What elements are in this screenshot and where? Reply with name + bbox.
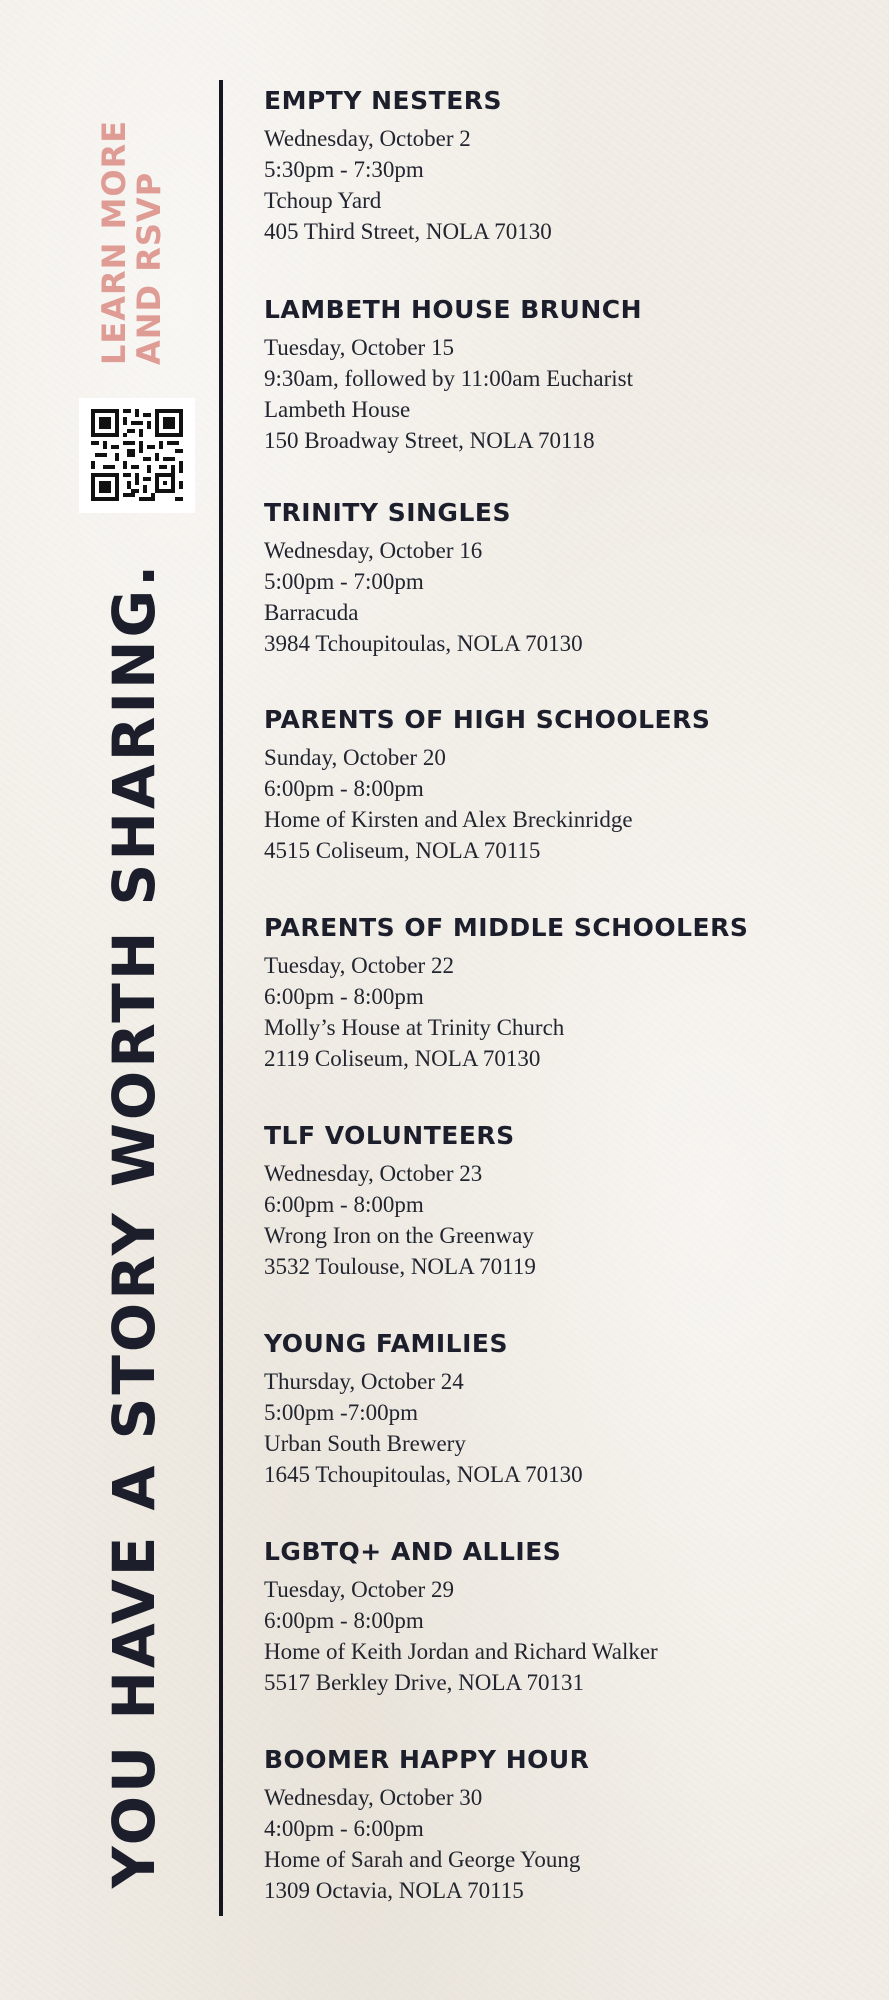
event-address: 5517 Berkley Drive, NOLA 70131 [264,1670,585,1695]
event-address: 1309 Octavia, NOLA 70115 [264,1878,524,1903]
vertical-divider [219,80,223,1916]
event-venue: Urban South Brewery [264,1431,466,1456]
event-time: 5:00pm -7:00pm [264,1400,418,1425]
event-lgbtq-and-allies [264,1536,864,1698]
event-boomer-happy-hour [264,1744,864,1906]
event-address: 405 Third Street, NOLA 70130 [264,219,552,244]
event-venue: Lambeth House [264,397,411,422]
event-title: BOOMER HAPPY HOUR [264,1745,590,1774]
event-parents-of-high-schoolers [264,704,864,866]
tagline: YOU HAVE A STORY WORTH SHARING. [100,561,168,1889]
qr-code-icon [91,408,183,502]
event-date: Thursday, October 24 [264,1369,464,1394]
event-time: 5:30pm - 7:30pm [264,157,424,182]
event-lambeth-house-brunch [264,294,864,456]
tagline-container [100,540,168,1910]
event-trinity-singles [264,497,864,659]
event-venue: Tchoup Yard [264,188,382,213]
event-time: 6:00pm - 8:00pm [264,984,424,1009]
event-date: Tuesday, October 15 [264,335,454,360]
event-title: LAMBETH HOUSE BRUNCH [264,295,643,324]
event-date: Wednesday, October 16 [264,538,483,563]
event-venue: Home of Keith Jordan and Richard Walker [264,1639,658,1664]
event-empty-nesters [264,85,864,247]
event-date: Wednesday, October 2 [264,126,471,151]
event-address: 1645 Tchoupitoulas, NOLA 70130 [264,1462,583,1487]
rsvp-heading [97,93,167,365]
event-venue: Molly’s House at Trinity Church [264,1015,565,1040]
event-title: TLF VOLUNTEERS [264,1121,515,1150]
event-date: Wednesday, October 30 [264,1785,483,1810]
event-address: 3532 Toulouse, NOLA 70119 [264,1254,536,1279]
event-venue: Home of Sarah and George Young [264,1847,581,1872]
event-venue: Barracuda [264,600,359,625]
event-venue: Wrong Iron on the Greenway [264,1223,534,1248]
event-venue: Home of Kirsten and Alex Breckinridge [264,807,633,832]
rsvp-callout [96,93,168,365]
event-title: EMPTY NESTERS [264,86,503,115]
event-young-families [264,1328,864,1490]
event-date: Tuesday, October 22 [264,953,454,978]
rsvp-line-2: AND RSVP [130,171,168,365]
rsvp-line-1: LEARN MORE [95,119,133,365]
event-address: 150 Broadway Street, NOLA 70118 [264,428,595,453]
event-date: Tuesday, October 29 [264,1577,454,1602]
event-title: YOUNG FAMILIES [264,1329,508,1358]
qr-code[interactable] [79,398,195,513]
event-date: Wednesday, October 23 [264,1161,483,1186]
event-address: 3984 Tchoupitoulas, NOLA 70130 [264,631,583,656]
event-title: PARENTS OF MIDDLE SCHOOLERS [264,913,749,942]
event-address: 4515 Coliseum, NOLA 70115 [264,838,541,863]
event-time: 6:00pm - 8:00pm [264,776,424,801]
event-parents-of-middle-schoolers [264,912,864,1074]
event-tlf-volunteers [264,1120,864,1282]
event-time: 6:00pm - 8:00pm [264,1608,424,1633]
event-address: 2119 Coliseum, NOLA 70130 [264,1046,541,1071]
event-time: 5:00pm - 7:00pm [264,569,424,594]
event-time: 9:30am, followed by 11:00am Eucharist [264,366,633,391]
event-time: 4:00pm - 6:00pm [264,1816,424,1841]
event-date: Sunday, October 20 [264,745,446,770]
event-title: TRINITY SINGLES [264,498,511,527]
event-title: LGBTQ+ AND ALLIES [264,1537,562,1566]
event-time: 6:00pm - 8:00pm [264,1192,424,1217]
event-title: PARENTS OF HIGH SCHOOLERS [264,705,711,734]
